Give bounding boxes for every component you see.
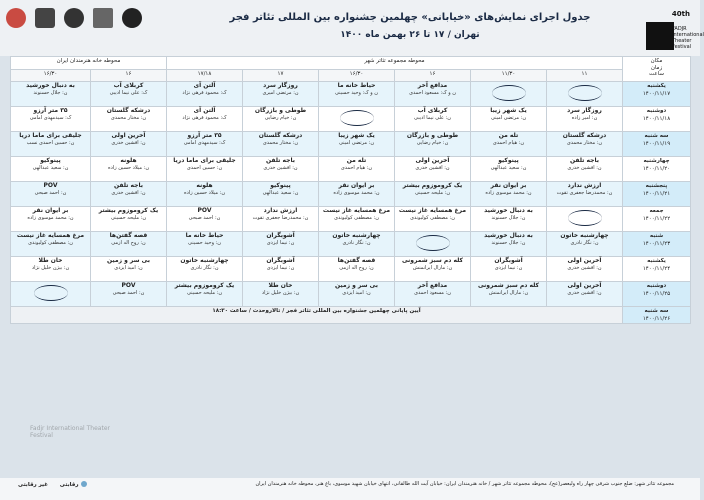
table-row: [11, 257, 691, 282]
festival-calligraphy-icon: [416, 235, 450, 251]
day-date: ۱۴۰۰/۱۱/۱۸: [642, 115, 671, 122]
sponsor-logo-icon: [122, 8, 142, 28]
show-director: ن: احمد صبحی: [34, 189, 67, 196]
performance-cell[interactable]: [395, 207, 471, 232]
show-director: ن: هیام احمدی: [340, 164, 373, 171]
performance-cell[interactable]: [471, 82, 547, 107]
performance-cell[interactable]: [395, 182, 471, 207]
performance-cell[interactable]: [243, 207, 319, 232]
show-director: ن: مصطفی کولیوندی: [28, 239, 73, 246]
show-director: ک: محمود فرهی نژاد: [182, 114, 227, 121]
performance-cell[interactable]: [471, 182, 547, 207]
day-date: ۱۴۰۰/۱۱/۲۱: [642, 190, 671, 197]
show-director: ن: محمد موسوی زاده: [485, 189, 532, 196]
show-director: ن: خیام رضایی: [264, 114, 297, 121]
festival-calligraphy-icon: [568, 85, 602, 101]
show-title: آخرین اولی: [111, 132, 146, 139]
show-director: ن: نگار نادری: [190, 264, 219, 271]
performance-cell[interactable]: [243, 257, 319, 282]
performance-cell[interactable]: [319, 157, 395, 182]
performance-cell[interactable]: [91, 232, 167, 257]
show-title: آخرین اولی: [567, 282, 602, 289]
performance-cell[interactable]: [319, 232, 395, 257]
show-director: ن: سعید عبدالهی: [490, 164, 527, 171]
performance-cell[interactable]: [11, 282, 91, 307]
day-cell: [623, 232, 691, 257]
show-title: درشکه گلستان: [258, 132, 303, 139]
show-director: ن: بیژن خلیل نژاد: [261, 289, 300, 296]
performance-cell[interactable]: [11, 107, 91, 132]
show-title: آشوبگران: [494, 257, 523, 264]
show-title: یک شهر زیبا: [490, 107, 527, 114]
show-director: ک: سیدمهدی امامی: [183, 139, 226, 146]
show-director: ن: افشین خدری: [111, 139, 146, 146]
day-date: ۱۴۰۰/۱۱/۲۳: [642, 240, 671, 247]
show-title: POV: [43, 182, 58, 189]
table-row: [11, 207, 691, 232]
performance-cell[interactable]: [547, 257, 623, 282]
show-title: تله من: [498, 132, 519, 139]
performance-cell[interactable]: [471, 282, 547, 307]
performance-cell[interactable]: [547, 82, 623, 107]
day-cell: [623, 82, 691, 107]
show-title: به دنبال خورشید: [484, 207, 533, 214]
performance-cell[interactable]: [319, 282, 395, 307]
show-director: ن: نگار نادری: [570, 239, 599, 246]
show-director: ن: سعید عبدالهی: [32, 164, 69, 171]
show-director: ن: افشین خدری: [567, 264, 602, 271]
show-director: ن: جلال حسنوند: [33, 89, 68, 96]
show-title: مرغ همسایه غاز نیست: [322, 207, 391, 214]
performance-cell[interactable]: [11, 257, 91, 282]
show-title: کله دم سبز شمرونی: [477, 282, 540, 289]
table-corner: [623, 57, 691, 82]
show-title: روزگار سرد: [263, 82, 298, 89]
performance-cell[interactable]: [11, 157, 91, 182]
performance-cell[interactable]: [471, 132, 547, 157]
performance-cell[interactable]: [395, 157, 471, 182]
performance-cell[interactable]: [243, 82, 319, 107]
corner-venue-label: مکان: [650, 58, 663, 64]
festival-calligraphy-icon: [568, 210, 602, 226]
show-director: ن: میلاد حسین زاده: [107, 164, 150, 171]
show-title: تله من: [346, 157, 367, 164]
show-title: POV: [121, 282, 136, 289]
day-date: ۱۴۰۰/۱۱/۲۰: [642, 165, 671, 172]
header: [0, 0, 704, 56]
show-title: یک کروموزوم بیشتر: [402, 182, 463, 189]
day-cell: [623, 257, 691, 282]
performance-cell[interactable]: [243, 182, 319, 207]
show-director: ن: میلاد حسین زاده: [183, 189, 226, 196]
show-director: ن: محمد موسوی زاده: [27, 214, 74, 221]
legend-competitive: رقابتی: [60, 482, 87, 488]
performance-cell[interactable]: [243, 157, 319, 182]
show-title: قصه گفتن‌ها: [109, 232, 148, 239]
day-date: ۱۴۰۰/۱۱/۱۹: [642, 140, 671, 147]
show-director: ن: احمد صبحی: [112, 289, 145, 296]
time-header: ۱۷: [243, 70, 319, 82]
show-director: ک: محمود فرهی نژاد: [182, 89, 227, 96]
blue-dot-icon: [81, 481, 87, 487]
show-director: ک: سیدمهدی امامی: [29, 114, 72, 121]
day-name: یکشنبه: [647, 258, 666, 264]
show-director: ن: نیما ایزدی: [494, 264, 523, 271]
day-cell: [623, 282, 691, 307]
performance-cell[interactable]: [11, 132, 91, 157]
show-title: یک کروموزوم بیشتر: [98, 207, 159, 214]
performance-cell[interactable]: [471, 157, 547, 182]
festival-logo-icon: [646, 22, 674, 50]
festival-logo-number: 40th: [671, 10, 690, 18]
show-title: آخرین اولی: [567, 257, 602, 264]
day-date: ۱۴۰۰/۱۱/۲۶: [642, 315, 671, 322]
show-director: ن: خیام رضایی: [416, 139, 449, 146]
page-title: جدول اجرای نمایش‌های «خیابانی» چهلمین جشنواره بین المللی تئاتر فجر: [229, 12, 591, 23]
footer-legend: [8, 481, 87, 488]
performance-cell[interactable]: [167, 107, 243, 132]
sponsor-logo-icon: [93, 8, 113, 28]
performance-cell[interactable]: [167, 132, 243, 157]
show-director: ن: مصطفی کولیوندی: [410, 214, 455, 221]
performance-cell[interactable]: [91, 207, 167, 232]
show-title: بر ایوان نقر: [338, 182, 375, 189]
day-cell: [623, 207, 691, 232]
table-row: [11, 157, 691, 182]
show-director: ن: افشین خدری: [263, 164, 298, 171]
show-title: آخرین اولی: [415, 157, 450, 164]
show-title: یک کروموزوم بیشتر: [174, 282, 235, 289]
table-row: [11, 132, 691, 157]
day-cell: [623, 157, 691, 182]
show-title: ارزش ندارد: [567, 182, 602, 189]
show-director: ک: علی نیما ادیبی: [109, 89, 148, 96]
day-date: ۱۴۰۰/۱۱/۲۲: [642, 215, 671, 222]
performance-cell[interactable]: [91, 82, 167, 107]
show-director: ن: احمد صبحی: [188, 214, 221, 221]
show-director: ن: سعید عبدالهی: [262, 189, 299, 196]
performance-cell[interactable]: [167, 182, 243, 207]
show-title: به دنبال خورشید: [484, 232, 533, 239]
performance-cell[interactable]: [395, 82, 471, 107]
show-director: ن: هیام احمدی: [492, 139, 525, 146]
show-title: بر ایوان نقر: [490, 182, 527, 189]
day-name: سه شنبه: [644, 308, 669, 314]
footer: [0, 478, 700, 500]
day-name: چهارشنبه: [643, 158, 670, 164]
corner-time-label: ساعت: [649, 71, 664, 77]
performance-cell[interactable]: [471, 207, 547, 232]
performance-cell[interactable]: [167, 257, 243, 282]
show-title: کربلای آب: [417, 107, 448, 114]
day-name: سه شنبه: [644, 133, 669, 139]
day-cell: [623, 107, 691, 132]
show-director: ن: ملیحه حسینی: [110, 214, 147, 221]
show-title: کله دم سبز شمرونی: [401, 257, 464, 264]
show-director: ن: مختار محمدی: [566, 139, 603, 146]
performance-cell[interactable]: [547, 107, 623, 132]
performance-cell[interactable]: [319, 207, 395, 232]
show-director: ن: افشین خدری: [567, 289, 602, 296]
show-title: روزگار سرد: [567, 107, 602, 114]
show-director: ن: امیر زاده: [571, 114, 598, 121]
day-cell: [623, 182, 691, 207]
show-title: POV: [197, 207, 212, 214]
show-title: آلتن آی: [193, 82, 216, 89]
performance-cell[interactable]: [471, 232, 547, 257]
show-title: پینوکیو: [40, 157, 61, 164]
show-title: ۳۵ متر آرزو: [33, 107, 68, 114]
show-director: ن: حسین احمدی: [186, 164, 223, 171]
show-title: درشکه گلستان: [562, 132, 607, 139]
sponsor-logo-icon: [35, 8, 55, 28]
show-title: هلونه: [196, 182, 213, 189]
show-title: خان طلا: [268, 282, 293, 289]
show-title: کربلای آب: [113, 82, 144, 89]
performance-cell[interactable]: [91, 257, 167, 282]
festival-logo-text: FADJR International Theater Festival: [672, 26, 704, 50]
performance-cell[interactable]: [167, 232, 243, 257]
show-title: مرغ همسایه غاز نیست: [16, 232, 85, 239]
show-director: ن: مرتضی امیری: [262, 89, 299, 96]
corner-day-label: زمان: [650, 64, 663, 71]
performance-cell[interactable]: [11, 207, 91, 232]
show-director: ن: ملیحه حسینی: [414, 189, 451, 196]
table-row: [11, 232, 691, 257]
show-title: یک شهر زیبا: [338, 132, 375, 139]
show-title: ۳۵ متر آرزو: [187, 132, 222, 139]
show-director: ن: مختار محمدی: [110, 114, 147, 121]
show-director: ن: افشین خدری: [111, 189, 146, 196]
day-name: دوشنبه: [646, 108, 667, 114]
show-title: به دنبال خورشید: [26, 82, 75, 89]
day-date: ۱۴۰۰/۱۱/۱۷: [642, 90, 671, 97]
performance-cell[interactable]: [167, 282, 243, 307]
performance-cell[interactable]: [395, 107, 471, 132]
performance-cell[interactable]: [471, 107, 547, 132]
day-name: یکشنبه: [647, 83, 666, 89]
show-title: ارزش ندارد: [263, 207, 298, 214]
show-director: ن: وحید حسینی: [188, 239, 221, 246]
show-title: چهارشنبه خاتون: [560, 232, 609, 239]
show-title: حیاط خانه ما: [185, 232, 224, 239]
sponsor-logos: [6, 8, 156, 40]
show-title: آشوبگران: [266, 257, 295, 264]
performance-cell[interactable]: [91, 107, 167, 132]
day-name: جمعه: [649, 208, 664, 214]
show-director: ن: مارال ایرانمنش: [488, 289, 529, 296]
legend-noncompetitive: غیر رقابتی: [18, 481, 49, 488]
day-name: پنجشنبه: [645, 183, 668, 189]
day-date: ۱۴۰۰/۱۱/۲۴: [642, 265, 671, 272]
day-name: شنبه: [649, 233, 664, 239]
show-director: ن: نیما ایزدی: [266, 239, 295, 246]
performance-cell[interactable]: [167, 207, 243, 232]
performance-cell[interactable]: [395, 257, 471, 282]
show-title: جلیقی برای ماما دریا: [173, 157, 236, 164]
show-title: جلیقی برای ماما دریا: [19, 132, 82, 139]
show-director: ن: افشین خدری: [567, 164, 602, 171]
day-cell: [623, 307, 691, 324]
show-title: طوطی و بازرگان: [406, 132, 459, 139]
time-header: ۱۶: [395, 70, 471, 82]
show-title: باجه تلفن: [266, 157, 295, 164]
performance-cell[interactable]: [547, 132, 623, 157]
show-director: ن: محمدرضا جعفری تقوت: [556, 189, 613, 196]
venue-header-shahr: محوطه مجموعه تئاتر شهر: [167, 57, 623, 70]
show-title: باجه تلفن: [570, 157, 599, 164]
show-director: ن: مارال ایرانمنش: [412, 264, 453, 271]
show-title: پینوکیو: [270, 182, 291, 189]
show-title: طوطی و بازرگان: [254, 107, 307, 114]
table-row: [11, 282, 691, 307]
performance-cell[interactable]: [11, 82, 91, 107]
time-header: ۱۶: [91, 70, 167, 82]
show-director: ن: مسعود احمدی: [414, 289, 451, 296]
performance-cell[interactable]: [395, 232, 471, 257]
performance-cell[interactable]: [319, 132, 395, 157]
show-title: باجه تلفن: [114, 182, 143, 189]
performance-cell[interactable]: [167, 157, 243, 182]
show-title: بی سر و زمین: [107, 257, 150, 264]
festival-calligraphy-icon: [340, 110, 374, 126]
page-subtitle: تهران / ۱۷ تا ۲۶ بهمن ماه ۱۴۰۰: [340, 30, 480, 40]
show-title: مرغ همسایه غاز نیست: [398, 207, 467, 214]
show-director: ن: نگار نادری: [342, 239, 371, 246]
show-director: ن: مختار محمدی: [262, 139, 299, 146]
performance-cell[interactable]: [319, 182, 395, 207]
performance-cell[interactable]: [319, 257, 395, 282]
show-director: ن: مرتضی امینی: [338, 139, 375, 146]
performance-cell[interactable]: [243, 107, 319, 132]
day-cell: [623, 132, 691, 157]
show-director: ن: افشین خدری: [415, 164, 450, 171]
performance-cell[interactable]: [243, 132, 319, 157]
performance-cell[interactable]: [167, 82, 243, 107]
day-date: ۱۴۰۰/۱۱/۲۵: [642, 290, 671, 297]
show-director: ن: امید ایزدی: [114, 264, 143, 271]
table-row: [11, 182, 691, 207]
performance-cell[interactable]: [395, 132, 471, 157]
footer-address: مجموعه تئاتر شهر: ضلع جنوب شرقی چهار راه ولیعصر(عج)، محوطه مجموعه تئاتر شهر / خانه هنرمندان ایران: خیابان آیت الله طالقانی، انتهای خیابان شهید موسوی، باغ هنر، محوطه خانه هنرمندان ایران: [255, 481, 674, 487]
show-director: ن: محمدرضا جعفری تقوت: [252, 214, 309, 221]
show-director: ن: مصطفی کولیوندی: [334, 214, 379, 221]
show-title: آلتن آی: [193, 107, 216, 114]
performance-cell[interactable]: [91, 282, 167, 307]
show-title: پینوکیو: [498, 157, 519, 164]
time-header: ۱۱: [547, 70, 623, 82]
performance-cell[interactable]: [91, 182, 167, 207]
performance-cell[interactable]: [91, 132, 167, 157]
show-director: ن: روح اله ازمی: [111, 239, 146, 246]
show-title: بر ایوان نقر: [32, 207, 69, 214]
time-header: ۱۶/۳۰: [319, 70, 395, 82]
show-title: هلونه: [120, 157, 137, 164]
festival-calligraphy-icon: [34, 285, 68, 301]
show-director: ن: مرتضی امینی: [490, 114, 527, 121]
time-header: ۱۱/۳۰: [471, 70, 547, 82]
closing-ceremony: آیین پایانی چهلمین جشنواره بین المللی تئاتر فجر / تالاروحدت / ساعت ۱۸:۳۰: [11, 307, 623, 324]
sponsor-logo-icon: [64, 8, 84, 28]
performance-cell[interactable]: [547, 232, 623, 257]
show-director: ن: محمد موسوی زاده: [333, 189, 380, 196]
table-row: [11, 107, 691, 132]
time-header: ۱۶/۳۰: [11, 70, 91, 82]
show-title: خان طلا: [38, 257, 63, 264]
show-director: ن: علی نیما ادیبی: [414, 114, 451, 121]
show-title: چهارشنبه خاتون: [180, 257, 229, 264]
performance-cell[interactable]: [91, 157, 167, 182]
closing-row: [11, 307, 691, 324]
show-director: ن: امید ایزدی: [342, 289, 371, 296]
watermark-text: Fadjr International Theater Festival: [30, 425, 110, 439]
performance-cell[interactable]: [547, 282, 623, 307]
performance-cell[interactable]: [547, 157, 623, 182]
festival-calligraphy-icon: [492, 85, 526, 101]
show-title: مدافع آخر: [417, 82, 448, 89]
sponsor-logo-icon: [6, 8, 26, 28]
show-title: بی سر و زمین: [335, 282, 378, 289]
performance-cell[interactable]: [547, 182, 623, 207]
show-title: مدافع آخر: [417, 282, 448, 289]
performance-cell[interactable]: [243, 232, 319, 257]
show-title: درشکه گلستان: [106, 107, 151, 114]
table-row: [11, 82, 691, 107]
performance-cell[interactable]: [319, 107, 395, 132]
performance-cell[interactable]: [395, 282, 471, 307]
performance-cell[interactable]: [11, 232, 91, 257]
show-title: آشوبگران: [266, 232, 295, 239]
performance-cell[interactable]: [243, 282, 319, 307]
show-title: حیاط خانه ما: [337, 82, 376, 89]
show-director: ن: جلال حسنوند: [491, 214, 526, 221]
show-title: چهارشنبه خاتون: [332, 232, 381, 239]
festival-logo: [644, 4, 704, 54]
festival-watermark: [20, 375, 110, 465]
show-director: ن: روح اله ازمی: [339, 264, 374, 271]
show-director: ن: جلال حسنوند: [491, 239, 526, 246]
show-director: ن: بیژن خلیل نژاد: [31, 264, 70, 271]
show-director: ن: حسین احمدی نسب: [26, 139, 75, 146]
schedule-table: [10, 56, 691, 324]
show-director: ن و ک: مسعود احمدی: [409, 89, 456, 96]
performance-cell[interactable]: [471, 257, 547, 282]
day-name: دوشنبه: [646, 283, 667, 289]
performance-cell[interactable]: [319, 82, 395, 107]
performance-cell[interactable]: [11, 182, 91, 207]
time-header: ۱۷/۱۸: [167, 70, 243, 82]
show-title: قصه گفتن‌ها: [337, 257, 376, 264]
show-director: ن: ملیحه حسینی: [186, 289, 223, 296]
venue-header-honarmandan: محوطه خانه هنرمندان ایران: [11, 57, 167, 70]
performance-cell[interactable]: [547, 207, 623, 232]
show-director: ن و ک: وحید حسینی: [335, 89, 378, 96]
show-director: ن: نیما ایزدی: [266, 264, 295, 271]
